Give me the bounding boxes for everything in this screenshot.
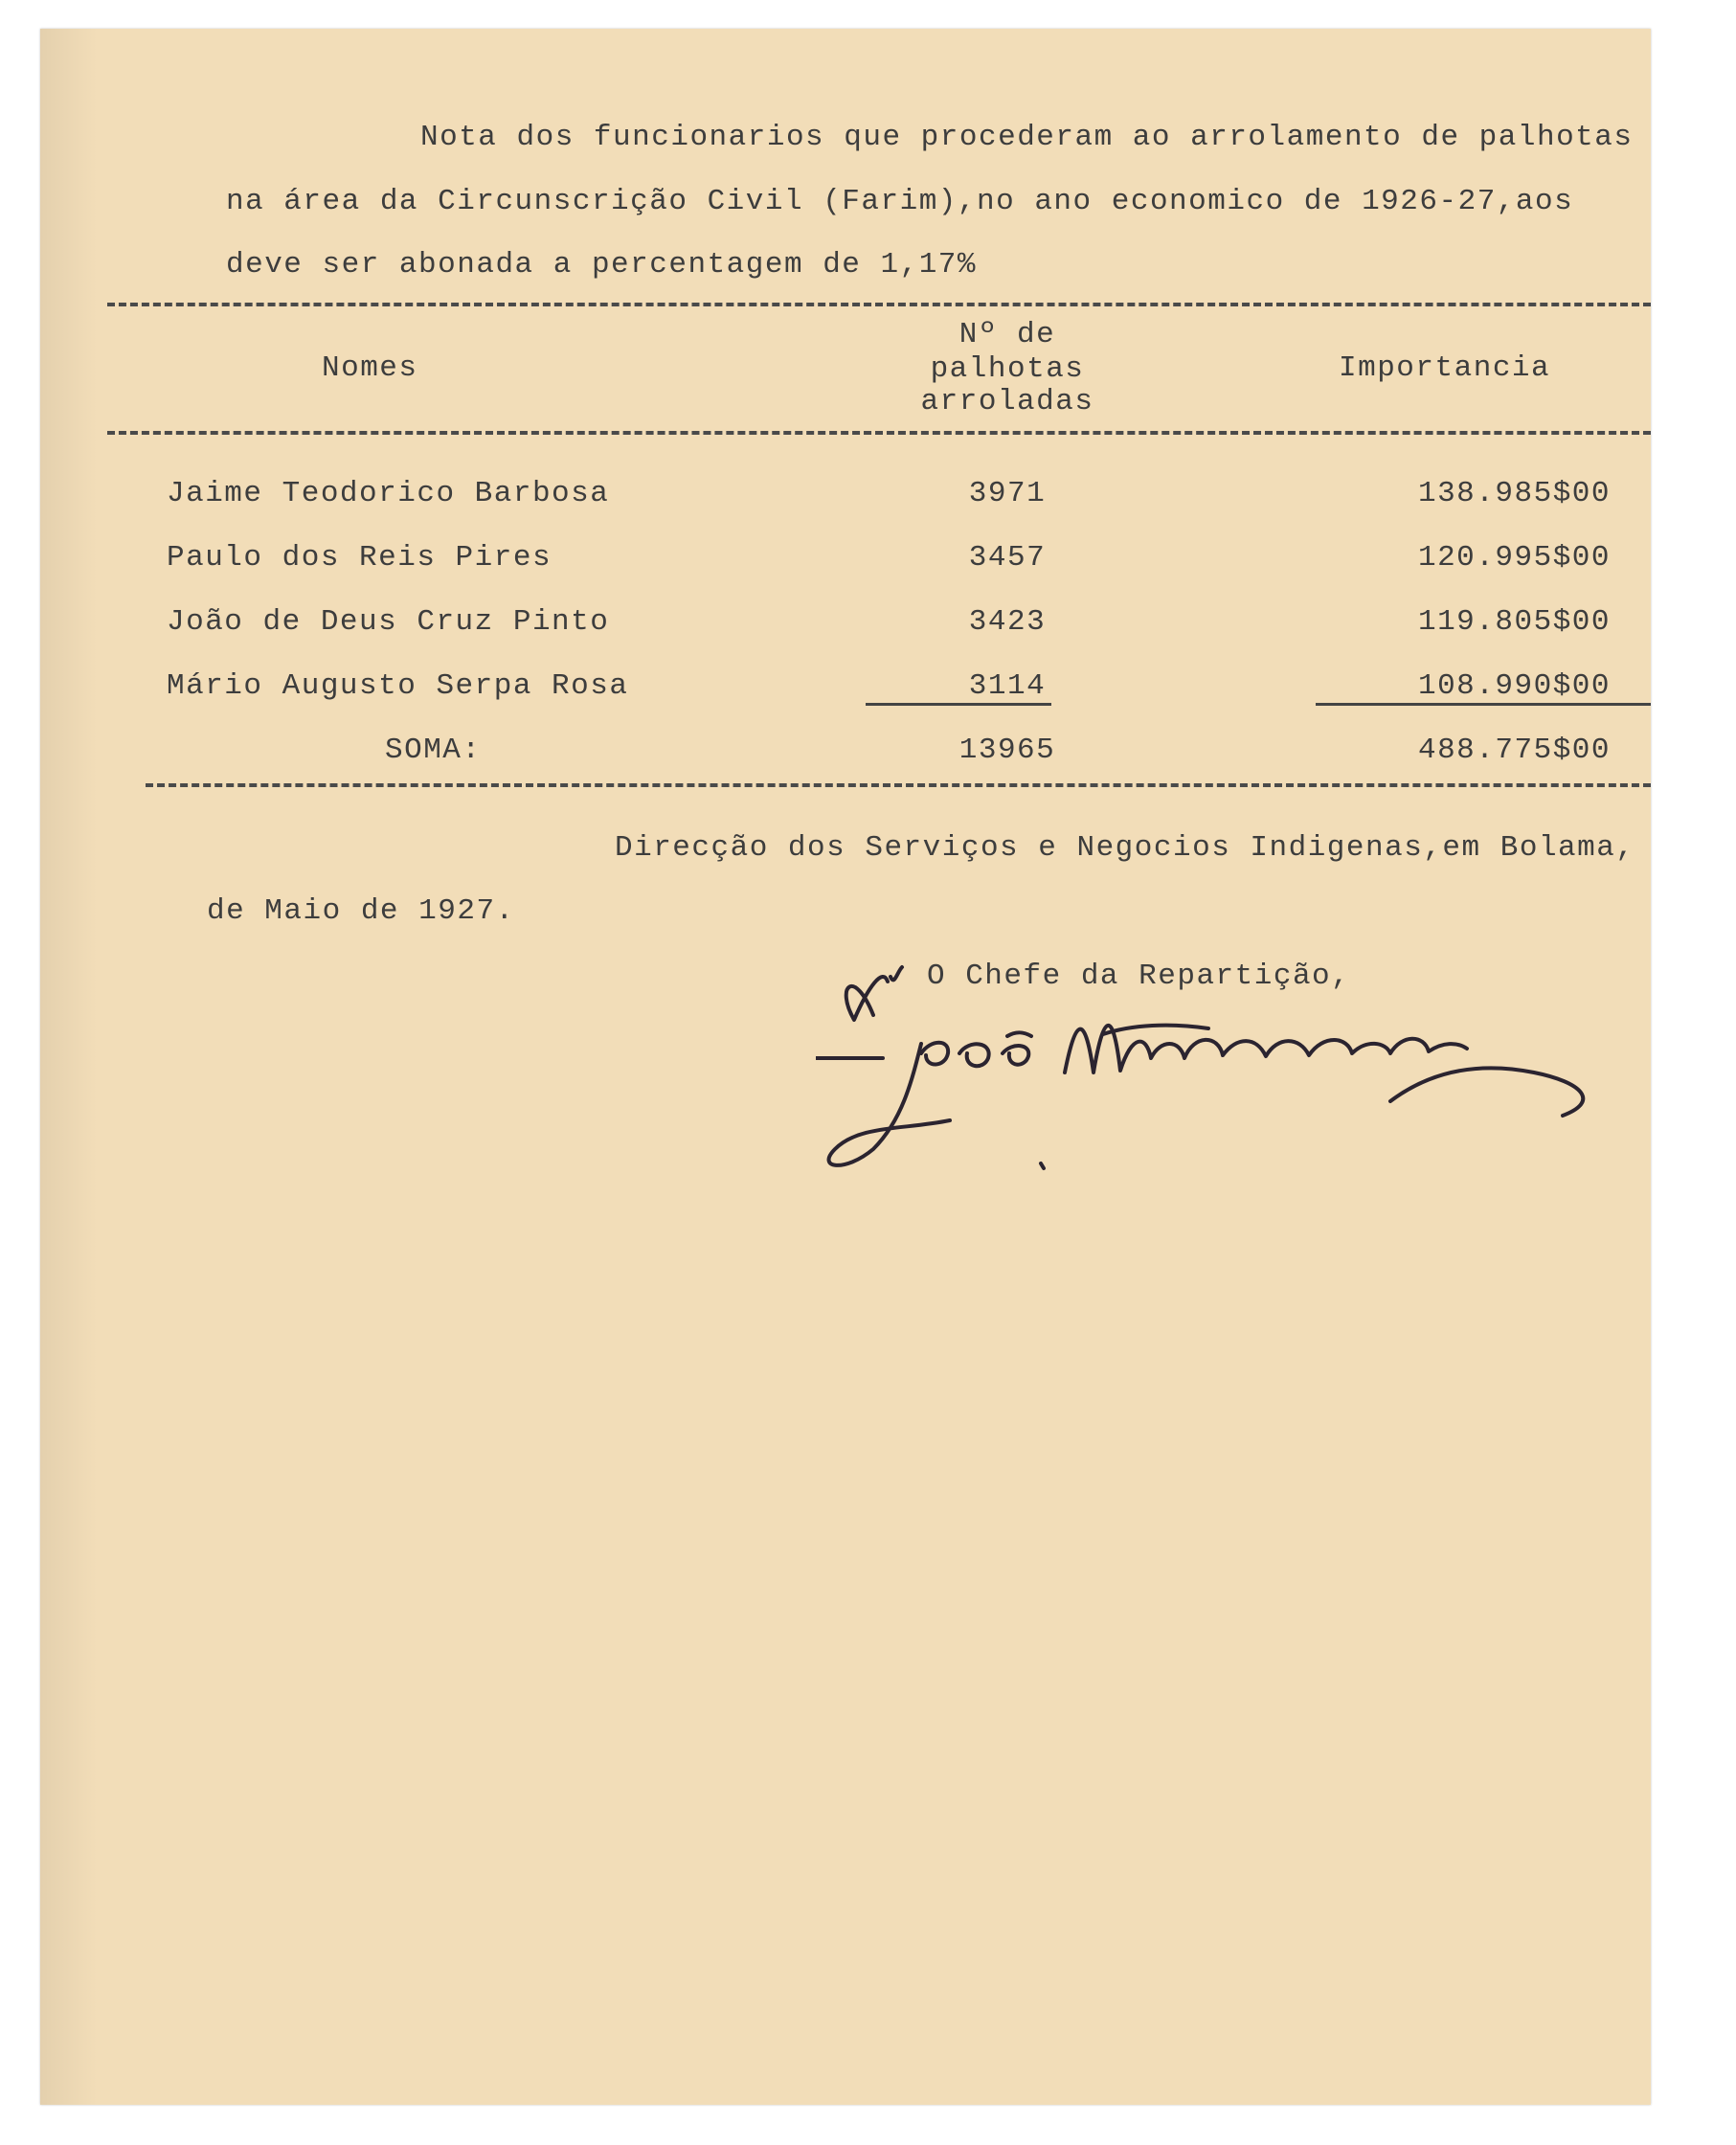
row-2-importancia: 120.995$00 [1417, 541, 1611, 575]
table-top-rule [107, 303, 1651, 306]
row-1-importancia: 138.985$00 [1417, 477, 1611, 510]
row-2-nome: Paulo dos Reis Pires [167, 541, 552, 575]
column-header-palhotas-line2: palhotas [930, 352, 1085, 386]
column-header-importancia: Importancia [1339, 351, 1551, 385]
row-2-palhotas: 3457 [968, 541, 1047, 575]
header-line-2: na área da Circunscrição Civil (Farim),no ano economico de 1926-27,aos [226, 185, 1574, 218]
row-4-importancia: 108.990$00 [1417, 669, 1611, 703]
palhotas-sum-underline [866, 703, 1051, 706]
header-line-3: deve ser abonada a percentagem de 1,17% [226, 248, 978, 282]
row-3-importancia: 119.805$00 [1417, 605, 1611, 639]
header-line-1: Nota dos funcionarios que procederam ao arrolamento de palhotas [420, 121, 1634, 154]
row-3-nome: João de Deus Cruz Pinto [167, 605, 610, 639]
total-label: SOMA: [385, 734, 482, 767]
document-sheet [40, 29, 1651, 2105]
handwritten-signature [816, 929, 1639, 1197]
row-4-nome: Mário Augusto Serpa Rosa [167, 669, 629, 703]
total-importancia: 488.775$00 [1417, 734, 1611, 767]
total-palhotas: 13965 [958, 734, 1056, 767]
table-header-rule [107, 431, 1651, 435]
row-4-palhotas: 3114 [968, 669, 1047, 703]
column-header-nomes: Nomes [322, 351, 418, 385]
row-3-palhotas: 3423 [968, 605, 1047, 639]
column-header-palhotas-line1: Nº de [958, 318, 1056, 351]
place-line: Direcção dos Serviços e Negocios Indigenas,em Bolama, [615, 831, 1635, 865]
date-line: de Maio de 1927. [207, 894, 515, 928]
importancia-sum-underline [1316, 703, 1651, 706]
column-header-palhotas-line3: arroladas [920, 385, 1094, 418]
signatory-title: O Chefe da Repartição, [927, 960, 1351, 993]
table-bottom-rule [146, 783, 1651, 787]
paper-fold-shadow [40, 29, 98, 2105]
row-1-nome: Jaime Teodorico Barbosa [167, 477, 610, 510]
row-1-palhotas: 3971 [968, 477, 1047, 510]
